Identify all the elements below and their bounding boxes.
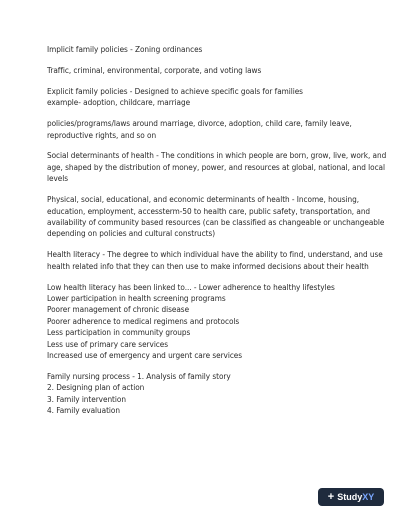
studyxy-badge[interactable] (318, 488, 384, 506)
text-line: Less participation in community groups (47, 328, 191, 338)
text-line: Explicit family policies - Designed to achieve specific goals for families (47, 86, 303, 96)
text-line: 4. Family evaluation (47, 406, 120, 416)
text-line: Poorer adherence to medical regimens and protocols (47, 316, 240, 326)
paragraph-explicit-policies (47, 86, 360, 109)
paragraph-policies-programs (47, 118, 360, 141)
plus-icon: + (327, 490, 335, 503)
paragraph-laws (47, 65, 360, 76)
text-line: Poorer management of chronic disease (47, 305, 190, 315)
text-line: health related info that they can then use to make informed decisions about their health (47, 261, 369, 271)
text-line: levels (47, 174, 68, 184)
text-line: age, shaped by the distribution of money, power, and resources at global, national, and local (47, 162, 386, 172)
text-line: Family nursing process - 1. Analysis of family story (47, 371, 231, 381)
text-line: Social determinants of health - The conditions in which people are born, grow, live, work, and (47, 151, 387, 161)
text-line: depending on policies and cultural constructs) (47, 229, 216, 239)
text-line: Less use of primary care services (47, 339, 169, 349)
brand-name (337, 492, 374, 502)
text-line: availability of community based resources (can be classified as changeable or unchangeable (47, 217, 385, 227)
text-line: 2. Designing plan of action (47, 383, 145, 393)
paragraph-implicit-policies (47, 44, 360, 55)
paragraph-health-literacy (47, 249, 383, 272)
text-line: reproductive rights, and so on (47, 130, 157, 140)
paragraph-low-health-literacy (47, 282, 360, 362)
text-line: Increased use of emergency and urgent care services (47, 351, 243, 361)
paragraph-social-determinants (47, 150, 387, 184)
brand-accent: XY (362, 492, 375, 502)
text-line: example- adoption, childcare, marriage (47, 98, 191, 108)
text-line: Traffic, criminal, environmental, corporate, and voting laws (47, 65, 262, 75)
text-line: Low health literacy has been linked to... - Lower adherence to healthy lifestyles (47, 282, 335, 292)
paragraph-family-nursing-process (47, 371, 360, 417)
paragraph-determinants-of-health (47, 194, 385, 240)
text-line: Health literacy - The degree to which individual have the ability to find, understand, and use (47, 250, 383, 260)
text-line: Physical, social, educational, and economic determinants of health - Income, housing, (47, 195, 360, 205)
text-line: policies/programs/laws around marriage, divorce, adoption, child care, family leave, (47, 119, 352, 129)
text-line: 3. Family intervention (47, 394, 126, 404)
document-body (47, 44, 387, 426)
text-line: Implicit family policies - Zoning ordinances (47, 45, 203, 54)
brand-main: Study (337, 492, 363, 502)
text-line: education, employment, accessterm-50 to health care, public safety, transportation, and (47, 206, 371, 216)
text-line: Lower participation in health screening programs (47, 294, 226, 303)
